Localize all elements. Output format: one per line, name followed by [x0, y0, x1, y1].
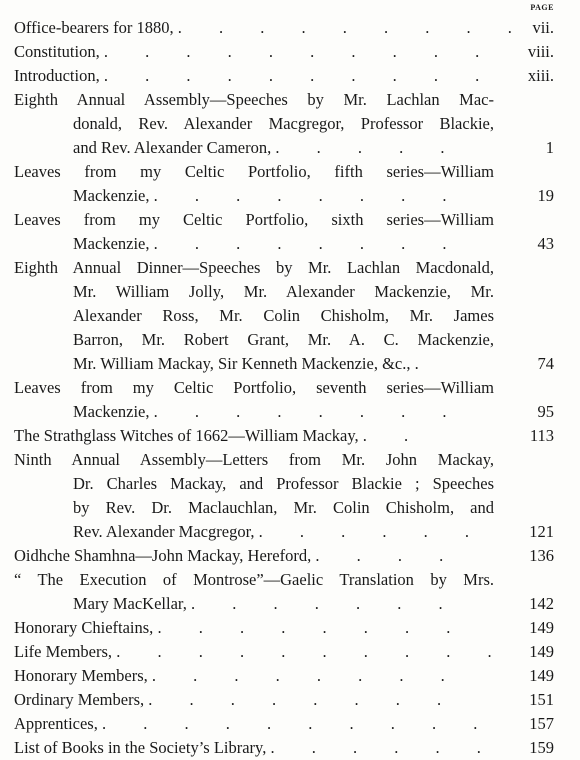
- toc-page-number: viii.: [527, 42, 554, 61]
- dot-leader: . . . . . . . . . .: [116, 642, 492, 661]
- toc-page-number: 113: [529, 426, 554, 445]
- dot-leader: . . . . . . . .: [153, 186, 447, 205]
- dot-leader: . . . . . . . . . .: [103, 66, 480, 85]
- dot-leader: . . . . . . . . .: [177, 18, 512, 37]
- toc-page-number: 149: [529, 666, 554, 685]
- toc-entry: [14, 640, 554, 664]
- toc-entry-title: and Rev. Alexander Cameron,: [73, 138, 272, 157]
- toc-entry-text-line: Leaves from my Celtic Portfolio, seventh series—William: [14, 378, 494, 397]
- dot-leader: . . . . . . . .: [151, 666, 445, 685]
- toc-entry-title: Mackenzie,: [73, 186, 150, 205]
- toc-entry-text-line: Alexander Ross, Mr. Colin Chisholm, Mr. James: [73, 306, 494, 325]
- toc-entry: [14, 688, 554, 712]
- toc-entry-text-line: [14, 64, 554, 88]
- toc-entry-text-line: Ninth Annual Assembly—Letters from Mr. John Mackay,: [14, 450, 494, 469]
- dot-leader: . . . . . . . .: [157, 618, 451, 637]
- toc-entry-text-line: [14, 520, 554, 544]
- toc-entry-text-line: [14, 232, 554, 256]
- toc-entry-title: Life Members,: [14, 642, 113, 661]
- toc-entry-text-line: donald, Rev. Alexander Macgregor, Professor Blackie,: [73, 114, 494, 133]
- toc-entry-text-line: [14, 544, 554, 568]
- toc-page-number: 19: [537, 186, 554, 205]
- toc-entry-text-line: [14, 40, 554, 64]
- toc-page-number: 157: [529, 714, 554, 733]
- page-column-label: PAGE: [530, 3, 554, 12]
- toc-entry-text-line: Eighth Annual Dinner—Speeches by Mr. Lachlan Macdonald,: [14, 258, 494, 277]
- toc-entry-title: Oidhche Shamhna—John Mackay, Hereford,: [14, 546, 312, 565]
- toc-page-number: 149: [529, 642, 554, 661]
- toc-page-number: 159: [529, 738, 554, 757]
- toc-entry-title: Mary MacKellar,: [73, 594, 187, 613]
- dot-leader: . . . . . . . . . .: [103, 42, 480, 61]
- toc-page-number: 95: [537, 402, 554, 421]
- toc-entry-title: Ordinary Members,: [14, 690, 145, 709]
- toc-entry-text-line: [14, 688, 554, 712]
- toc-page-number: 43: [537, 234, 554, 253]
- toc-entry: [14, 448, 554, 544]
- dot-leader: . .: [362, 426, 409, 445]
- toc-entry-text-line: [14, 16, 554, 40]
- toc-entry-text-line: [14, 616, 554, 640]
- dot-leader: . . . . . . . .: [153, 234, 447, 253]
- toc-entry-text-line: [14, 736, 554, 760]
- toc-entry-title: Rev. Alexander Macgregor,: [73, 522, 255, 541]
- toc-entry: [14, 664, 554, 688]
- dot-leader: . . . . . . .: [191, 594, 443, 613]
- toc-entry: [14, 64, 554, 88]
- toc-entry-text-line: [14, 400, 554, 424]
- toc-entry: [14, 568, 554, 616]
- toc-entry-text-line: Dr. Charles Mackay, and Professor Blackie ; Speeches: [73, 474, 494, 493]
- toc-entry-text-line: [14, 136, 554, 160]
- toc-entry: [14, 208, 554, 256]
- dot-leader: . . . . . .: [270, 738, 481, 757]
- dot-leader: . . . . . . . . . .: [101, 714, 478, 733]
- toc-entry-title: Office-bearers for 1880,: [14, 18, 174, 37]
- toc-entry-text-line: [14, 592, 554, 616]
- toc-entry-text-line: Mr. William Jolly, Mr. Alexander Mackenzie, Mr.: [73, 282, 494, 301]
- dot-leader: . . . .: [315, 546, 444, 565]
- toc-entry-title: Constitution,: [14, 42, 100, 61]
- toc-entry-text-line: “ The Execution of Montrose”—Gaelic Translation by Mrs.: [14, 570, 494, 589]
- toc-entry: [14, 88, 554, 160]
- toc-entry-title: Mackenzie,: [73, 402, 150, 421]
- toc-entry: [14, 544, 554, 568]
- dot-leader: . . . . .: [275, 138, 445, 157]
- toc-entry-text-line: [14, 640, 554, 664]
- toc-entry: [14, 40, 554, 64]
- toc-entry-text-line: Mr. William Mackay, Sir Kenneth Mackenzie, &c., .: [73, 354, 419, 373]
- toc-entry: [14, 376, 554, 424]
- toc-entry-text-line: [14, 184, 554, 208]
- toc-page-number: 149: [529, 618, 554, 637]
- toc-page-number: 74: [537, 354, 554, 373]
- dot-leader: . . . . . . . .: [153, 402, 447, 421]
- toc-page-number: 151: [529, 690, 554, 709]
- toc-entry-title: List of Books in the Society’s Library,: [14, 738, 267, 757]
- toc-entry: [14, 712, 554, 736]
- dot-leader: . . . . . . . .: [148, 690, 442, 709]
- toc-entry-title: Apprentices,: [14, 714, 98, 733]
- dot-leader: . . . . . .: [258, 522, 470, 541]
- toc-page-number: 1: [545, 138, 554, 157]
- toc-entry: [14, 616, 554, 640]
- toc-entry-text-line: [14, 712, 554, 736]
- toc-entry-text-line: Eighth Annual Assembly—Speeches by Mr. Lachlan Mac-: [14, 90, 494, 109]
- toc-entry-text-line: by Rev. Dr. Maclauchlan, Mr. Colin Chisholm, and: [73, 498, 494, 517]
- toc-page-number: 142: [529, 594, 554, 613]
- toc-entry-text-line: Leaves from my Celtic Portfolio, sixth series—William: [14, 210, 494, 229]
- toc-entry-text-line: [14, 424, 554, 448]
- table-of-contents: [14, 16, 554, 760]
- toc-page-number: xiii.: [527, 66, 554, 85]
- toc-entry-text-line: Barron, Mr. Robert Grant, Mr. A. C. Mackenzie,: [73, 330, 494, 349]
- toc-page-number: 136: [529, 546, 554, 565]
- toc-entry-title: Honorary Chieftains,: [14, 618, 154, 637]
- toc-entry-title: Mackenzie,: [73, 234, 150, 253]
- toc-page-number: vii.: [532, 18, 554, 37]
- toc-page-number: 121: [529, 522, 554, 541]
- toc-entry-title: Honorary Members,: [14, 666, 148, 685]
- toc-entry: [14, 256, 554, 376]
- toc-entry: [14, 160, 554, 208]
- toc-entry-text-line: [14, 664, 554, 688]
- toc-entry-title: The Strathglass Witches of 1662—William Mackay,: [14, 426, 359, 445]
- toc-entry-text-line: Leaves from my Celtic Portfolio, fifth series—William: [14, 162, 494, 181]
- toc-entry-title: Introduction,: [14, 66, 100, 85]
- toc-entry: [14, 736, 554, 760]
- toc-entry: [14, 424, 554, 448]
- toc-entry: [14, 16, 554, 40]
